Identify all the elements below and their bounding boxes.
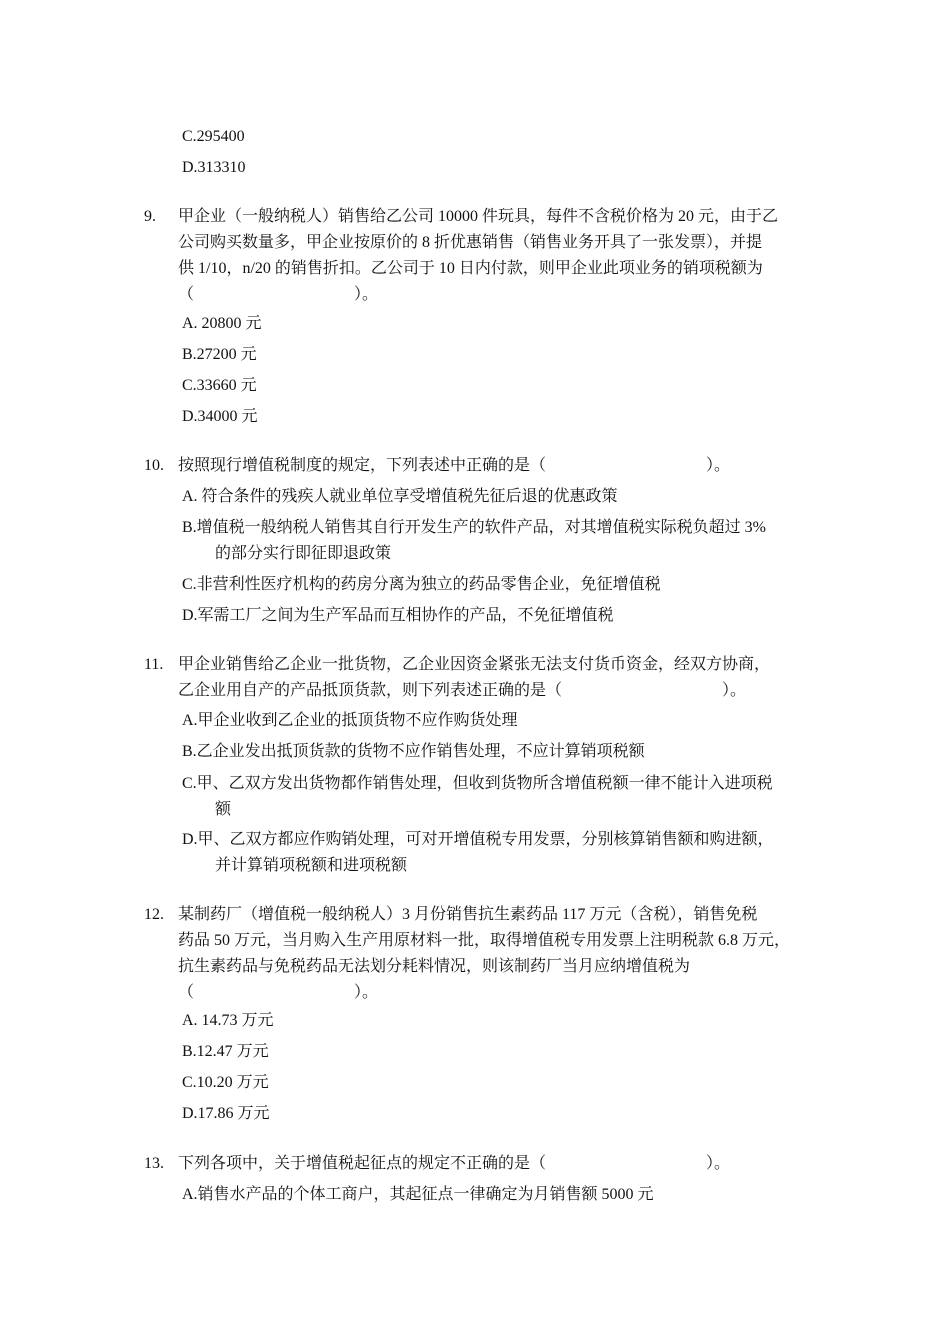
option-c: C.非营利性医疗机构的药房分离为独立的药品零售企业，免征增值税 [182, 576, 661, 593]
option-a: A.甲企业收到乙企业的抵顶货物不应作购货处理 [182, 712, 518, 729]
question-text-line: 供 1/10，n/20 的销售折扣。乙公司于 10 日内付款，则甲企业此项业务的销项税额为 [178, 260, 763, 277]
option-a: A. 20800 元 [182, 315, 262, 332]
option-c: C.甲、乙双方发出货物都作销售处理，但收到货物所含增值税额一律不能计入进项税 [182, 775, 773, 792]
option-d: D.34000 元 [182, 408, 258, 425]
question-number: 12. [144, 906, 164, 923]
option-a: A. 符合条件的残疾人就业单位享受增值税先征后退的优惠政策 [182, 488, 618, 505]
question-text-line: 甲企业销售给乙企业一批货物，乙企业因资金紧张无法支付货币资金，经双方协商， [178, 656, 771, 673]
question-text-line: 下列各项中，关于增值税起征点的规定不正确的是（ ）。 [178, 1155, 731, 1172]
option-a: A.销售水产品的个体工商户，其起征点一律确定为月销售额 5000 元 [182, 1186, 654, 1203]
question-number: 10. [144, 457, 164, 474]
question-text-line: 甲企业（一般纳税人）销售给乙公司 10000 件玩具，每件不含税价格为 20 元，由于乙 [178, 208, 779, 225]
option-c: C.295400 [182, 128, 245, 145]
option-d: D.甲、乙双方都应作购销处理，可对开增值税专用发票，分别核算销售额和购进额， [182, 831, 774, 848]
question-number: 13. [144, 1155, 164, 1172]
question-text-line: 某制药厂（增值税一般纳税人）3 月份销售抗生素药品 117 万元（含税），销售免税 [178, 906, 758, 923]
option-b: B.12.47 万元 [182, 1043, 269, 1060]
question-text-line: 药品 50 万元，当月购入生产用原材料一批，取得增值税专用发票上注明税款 6.8 万元， [178, 932, 791, 949]
option-d: D.军需工厂之间为生产军品而互相协作的产品，不免征增值税 [182, 607, 614, 624]
question-text-line: 公司购买数量多，甲企业按原价的 8 折优惠销售（销售业务开具了一张发票），并提 [178, 234, 763, 251]
question-text-line: 按照现行增值税制度的规定，下列表述中正确的是（ ）。 [178, 457, 731, 474]
option-c: C.33660 元 [182, 377, 257, 394]
question-number: 9. [144, 208, 156, 225]
option-d-continuation: 并计算销项税额和进项税额 [215, 857, 408, 874]
option-b-continuation: 的部分实行即征即退政策 [215, 545, 392, 562]
option-c-continuation: 额 [215, 801, 232, 818]
option-d: D.313310 [182, 159, 246, 176]
question-text-line: （ ）。 [178, 286, 379, 303]
option-b: B.乙企业发出抵顶货款的货物不应作销售处理，不应计算销项税额 [182, 743, 645, 760]
question-text-line: （ ）。 [178, 984, 379, 1001]
option-b: B.增值税一般纳税人销售其自行开发生产的软件产品，对其增值税实际税负超过 3% [182, 519, 767, 536]
option-c: C.10.20 万元 [182, 1074, 269, 1091]
question-text-line: 乙企业用自产的产品抵顶货款，则下列表述正确的是（ ）。 [178, 682, 747, 699]
question-text-line: 抗生素药品与免税药品无法划分耗料情况，则该制药厂当月应纳增值税为 [178, 958, 691, 975]
option-d: D.17.86 万元 [182, 1105, 270, 1122]
option-b: B.27200 元 [182, 346, 257, 363]
question-number: 11. [144, 656, 164, 673]
option-a: A. 14.73 万元 [182, 1012, 274, 1029]
